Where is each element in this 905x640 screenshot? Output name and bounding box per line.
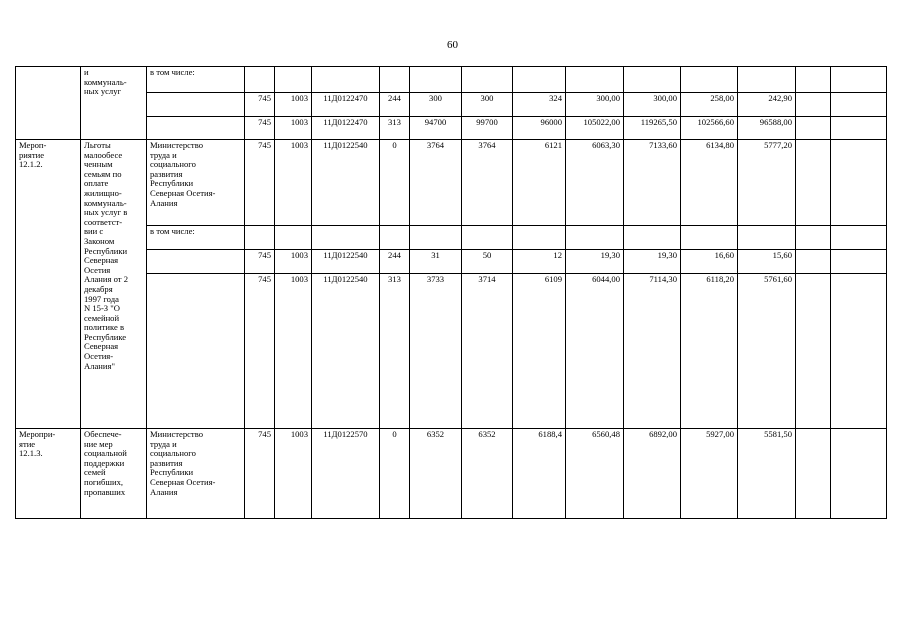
- table-row: [16, 429, 887, 519]
- page-number: 60: [447, 39, 458, 51]
- value-cell: 300: [410, 93, 462, 117]
- empty-cell: [624, 67, 681, 93]
- empty-cell: [831, 250, 887, 274]
- value-cell: 11Д0122470: [312, 93, 380, 117]
- activity-cell: Мероп- риятие 12.1.2.: [16, 140, 81, 429]
- value-cell: 7114,30: [624, 274, 681, 429]
- empty-cell: [796, 117, 831, 140]
- empty-cell: [566, 226, 624, 250]
- value-cell: 0: [380, 140, 410, 226]
- value-cell: 6044,00: [566, 274, 624, 429]
- responsible-cell: [147, 250, 245, 274]
- activity-name-cell: Льготы малообесе ченным семьям по оплате жилищно- коммуналь- ных услуг в соответст- вии с Законом Республики Северная Осетия Алания от 2 декабря 1997 года N 15-З "О семейной политике в Республике Северная Осетия- Алания": [81, 140, 147, 429]
- empty-cell: [738, 226, 796, 250]
- empty-cell: [831, 226, 887, 250]
- value-cell: 244: [380, 93, 410, 117]
- value-cell: 6352: [462, 429, 513, 519]
- empty-cell: [513, 226, 566, 250]
- empty-cell: [831, 117, 887, 140]
- empty-cell: [796, 274, 831, 429]
- empty-cell: [796, 429, 831, 519]
- value-cell: 1003: [275, 429, 312, 519]
- subtotal-label: в том числе:: [147, 226, 245, 250]
- responsible-cell: Министерство труда и социального развития Республики Северная Осетия- Алания: [147, 429, 245, 519]
- table-row: [16, 226, 887, 250]
- empty-cell: [796, 140, 831, 226]
- empty-cell: [796, 226, 831, 250]
- value-cell: 324: [513, 93, 566, 117]
- table-row: [16, 274, 887, 429]
- value-cell: 99700: [462, 117, 513, 140]
- value-cell: 300: [462, 93, 513, 117]
- value-cell: 102566,60: [681, 117, 738, 140]
- empty-cell: [796, 67, 831, 93]
- value-cell: 11Д0122540: [312, 274, 380, 429]
- value-cell: 11Д0122570: [312, 429, 380, 519]
- empty-cell: [410, 67, 462, 93]
- value-cell: 1003: [275, 117, 312, 140]
- value-cell: 258,00: [681, 93, 738, 117]
- value-cell: 50: [462, 250, 513, 274]
- value-cell: 6134,80: [681, 140, 738, 226]
- empty-cell: [831, 93, 887, 117]
- value-cell: 745: [245, 274, 275, 429]
- value-cell: 313: [380, 117, 410, 140]
- value-cell: 3764: [410, 140, 462, 226]
- value-cell: 6352: [410, 429, 462, 519]
- empty-cell: [738, 67, 796, 93]
- value-cell: 6892,00: [624, 429, 681, 519]
- table-row: [16, 93, 887, 117]
- value-cell: 745: [245, 429, 275, 519]
- value-cell: 745: [245, 140, 275, 226]
- value-cell: 96588,00: [738, 117, 796, 140]
- value-cell: 3733: [410, 274, 462, 429]
- value-cell: 1003: [275, 250, 312, 274]
- empty-cell: [410, 226, 462, 250]
- empty-cell: [681, 226, 738, 250]
- value-cell: 19,30: [624, 250, 681, 274]
- value-cell: 19,30: [566, 250, 624, 274]
- empty-cell: [275, 226, 312, 250]
- value-cell: 7133,60: [624, 140, 681, 226]
- value-cell: 5777,20: [738, 140, 796, 226]
- empty-cell: [796, 93, 831, 117]
- activity-cell: Меропри- ятие 12.1.3.: [16, 429, 81, 519]
- value-cell: 1003: [275, 274, 312, 429]
- value-cell: 1003: [275, 93, 312, 117]
- table-row: [16, 140, 887, 226]
- value-cell: 5581,50: [738, 429, 796, 519]
- responsible-cell: [147, 274, 245, 429]
- subtotal-label: в том числе:: [147, 67, 245, 93]
- value-cell: 11Д0122540: [312, 250, 380, 274]
- empty-cell: [624, 226, 681, 250]
- value-cell: 15,60: [738, 250, 796, 274]
- value-cell: 300,00: [624, 93, 681, 117]
- responsible-cell: [147, 93, 245, 117]
- empty-cell: [245, 67, 275, 93]
- value-cell: 6560,48: [566, 429, 624, 519]
- value-cell: 6188,4: [513, 429, 566, 519]
- empty-cell: [681, 67, 738, 93]
- responsible-cell: Министерство труда и социального развития Республики Северная Осетия- Алания: [147, 140, 245, 226]
- activity-name-cell: и коммуналь- ных услуг: [81, 67, 147, 140]
- value-cell: 94700: [410, 117, 462, 140]
- budget-table: [15, 66, 887, 519]
- value-cell: 11Д0122540: [312, 140, 380, 226]
- activity-name-cell: Обеспече- ние мер социальной поддержки семей погибших, пропавших: [81, 429, 147, 519]
- value-cell: 96000: [513, 117, 566, 140]
- value-cell: 300,00: [566, 93, 624, 117]
- empty-cell: [462, 67, 513, 93]
- empty-cell: [513, 67, 566, 93]
- value-cell: 242,90: [738, 93, 796, 117]
- responsible-cell: [147, 117, 245, 140]
- value-cell: 745: [245, 117, 275, 140]
- table-row: [16, 67, 887, 93]
- value-cell: 745: [245, 93, 275, 117]
- value-cell: 105022,00: [566, 117, 624, 140]
- empty-cell: [380, 67, 410, 93]
- empty-cell: [312, 226, 380, 250]
- value-cell: 16,60: [681, 250, 738, 274]
- value-cell: 6121: [513, 140, 566, 226]
- activity-cell: [16, 67, 81, 140]
- value-cell: 1003: [275, 140, 312, 226]
- table-row: [16, 117, 887, 140]
- table-row: [16, 250, 887, 274]
- value-cell: 31: [410, 250, 462, 274]
- value-cell: 6063,30: [566, 140, 624, 226]
- value-cell: 119265,50: [624, 117, 681, 140]
- empty-cell: [796, 250, 831, 274]
- empty-cell: [462, 226, 513, 250]
- value-cell: 5761,60: [738, 274, 796, 429]
- empty-cell: [312, 67, 380, 93]
- empty-cell: [275, 67, 312, 93]
- empty-cell: [831, 67, 887, 93]
- value-cell: 0: [380, 429, 410, 519]
- value-cell: 6109: [513, 274, 566, 429]
- empty-cell: [566, 67, 624, 93]
- value-cell: 745: [245, 250, 275, 274]
- value-cell: 5927,00: [681, 429, 738, 519]
- empty-cell: [380, 226, 410, 250]
- value-cell: 244: [380, 250, 410, 274]
- value-cell: 6118,20: [681, 274, 738, 429]
- empty-cell: [831, 274, 887, 429]
- value-cell: 313: [380, 274, 410, 429]
- empty-cell: [245, 226, 275, 250]
- value-cell: 11Д0122470: [312, 117, 380, 140]
- empty-cell: [831, 140, 887, 226]
- value-cell: 3714: [462, 274, 513, 429]
- value-cell: 12: [513, 250, 566, 274]
- value-cell: 3764: [462, 140, 513, 226]
- empty-cell: [831, 429, 887, 519]
